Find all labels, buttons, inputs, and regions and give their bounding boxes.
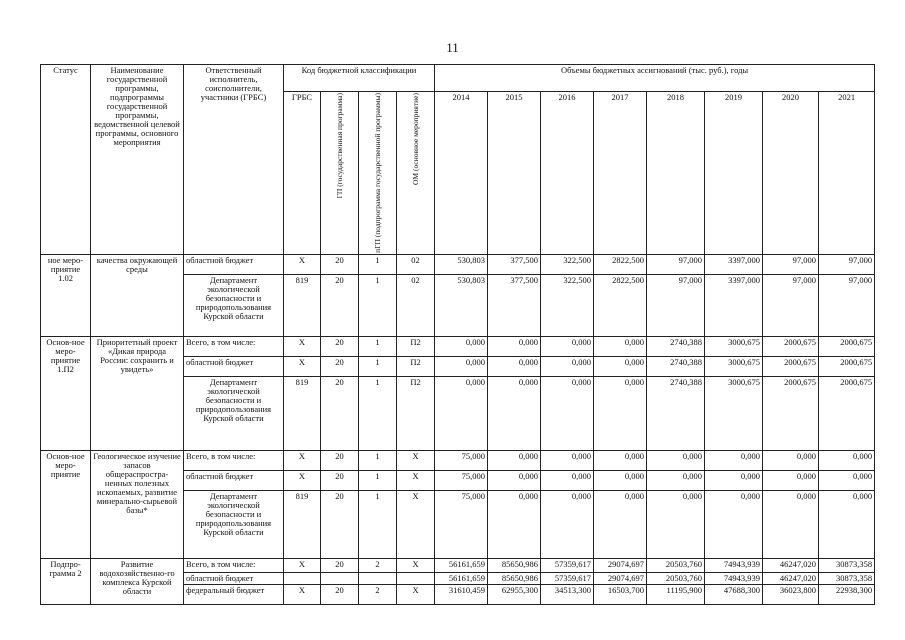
responsible-cell: областной бюджет	[184, 470, 284, 490]
value-cell: 0,000	[488, 376, 541, 450]
value-cell: 22938,300	[819, 584, 875, 604]
value-cell: 97,000	[819, 274, 875, 336]
value-cell: 3000,675	[705, 336, 763, 356]
value-cell: 75,000	[435, 490, 488, 558]
responsible-cell: Всего, в том числе:	[184, 450, 284, 470]
header-year: 2021	[819, 92, 875, 255]
header-code-pgp-label: пГП (подпрограмма государственной программы)	[372, 93, 382, 253]
value-cell: 85650,986	[488, 558, 541, 572]
code-cell: Х	[284, 336, 321, 356]
value-cell: 0,000	[435, 376, 488, 450]
code-cell: Х	[284, 470, 321, 490]
header-code-gp-label: ГП (государственная программа)	[334, 93, 344, 199]
value-cell: 36023,800	[763, 584, 819, 604]
value-cell: 0,000	[763, 490, 819, 558]
status-cell: Подпро-грамма 2	[41, 558, 91, 604]
value-cell: 0,000	[541, 356, 594, 376]
responsible-cell: областной бюджет	[184, 356, 284, 376]
code-cell: П2	[397, 336, 435, 356]
value-cell: 530,803	[435, 274, 488, 336]
value-cell: 0,000	[705, 470, 763, 490]
value-cell: 322,500	[541, 274, 594, 336]
table-body	[41, 254, 875, 604]
code-cell: 1	[359, 274, 397, 336]
header-year: 2014	[435, 92, 488, 255]
code-cell: 20	[321, 470, 359, 490]
responsible-cell: Всего, в том числе:	[184, 558, 284, 572]
value-cell: 2740,388	[647, 356, 705, 376]
code-cell: 20	[321, 254, 359, 274]
value-cell: 0,000	[819, 470, 875, 490]
value-cell: 3000,675	[705, 356, 763, 376]
code-cell: 1	[359, 490, 397, 558]
value-cell: 29074,697	[594, 572, 647, 584]
code-cell: Х	[397, 490, 435, 558]
responsible-cell: областной бюджет	[184, 254, 284, 274]
header-year: 2019	[705, 92, 763, 255]
value-cell: 0,000	[647, 450, 705, 470]
header-name: Наименование государственной программы, подпрограммы государственной программы, ведомственной целевой программы, основного мероприятия	[91, 65, 184, 255]
table-row	[41, 254, 875, 274]
code-cell: 20	[321, 356, 359, 376]
value-cell: 322,500	[541, 254, 594, 274]
value-cell: 20503,760	[647, 558, 705, 572]
value-cell: 3000,675	[705, 376, 763, 450]
value-cell: 97,000	[763, 254, 819, 274]
code-cell	[359, 572, 397, 584]
value-cell: 0,000	[541, 450, 594, 470]
value-cell: 56161,659	[435, 572, 488, 584]
code-cell: Х	[397, 450, 435, 470]
header-year: 2020	[763, 92, 819, 255]
header-volume-group: Объемы бюджетных ассигнований (тыс. руб.), годы	[435, 65, 875, 92]
value-cell: 0,000	[819, 490, 875, 558]
header-code-om	[397, 92, 435, 255]
value-cell: 2000,675	[763, 336, 819, 356]
value-cell: 97,000	[763, 274, 819, 336]
code-cell: Х	[284, 254, 321, 274]
value-cell: 3397,000	[705, 274, 763, 336]
header-year: 2017	[594, 92, 647, 255]
value-cell: 46247,020	[763, 558, 819, 572]
value-cell: 97,000	[819, 254, 875, 274]
code-cell: 1	[359, 254, 397, 274]
value-cell: 16503,700	[594, 584, 647, 604]
value-cell: 2822,500	[594, 274, 647, 336]
responsible-cell: Департамент экологической безопасности и природопользования Курской области	[184, 274, 284, 336]
value-cell: 0,000	[541, 376, 594, 450]
value-cell: 0,000	[594, 376, 647, 450]
code-cell	[284, 572, 321, 584]
value-cell: 0,000	[763, 470, 819, 490]
code-cell: 02	[397, 274, 435, 336]
name-cell: качества окружающей среды	[91, 254, 184, 336]
value-cell: 377,500	[488, 274, 541, 336]
responsible-cell: Департамент экологической безопасности и природопользования Курской области	[184, 490, 284, 558]
code-cell: Х	[284, 356, 321, 376]
code-cell: 1	[359, 450, 397, 470]
table-row	[41, 558, 875, 572]
code-cell: 02	[397, 254, 435, 274]
value-cell: 0,000	[594, 450, 647, 470]
budget-table	[40, 64, 875, 605]
value-cell: 0,000	[647, 470, 705, 490]
header-year: 2015	[488, 92, 541, 255]
header-status: Статус	[41, 65, 91, 255]
value-cell: 0,000	[647, 490, 705, 558]
value-cell: 377,500	[488, 254, 541, 274]
value-cell: 0,000	[435, 356, 488, 376]
value-cell: 3397,000	[705, 254, 763, 274]
value-cell: 20503,760	[647, 572, 705, 584]
value-cell: 85650,986	[488, 572, 541, 584]
value-cell: 0,000	[541, 470, 594, 490]
header-year: 2018	[647, 92, 705, 255]
code-cell: П2	[397, 356, 435, 376]
status-cell: ное меро-приятие 1.02	[41, 254, 91, 336]
responsible-cell: Департамент экологической безопасности и природопользования Курской области	[184, 376, 284, 450]
table-row	[41, 336, 875, 356]
header-code-pgp	[359, 92, 397, 255]
value-cell: 0,000	[594, 470, 647, 490]
name-cell: Геологическое изучение запасов общераспростра-ненных полезных ископаемых, развитие минерально-сырьевой базы*	[91, 450, 184, 558]
code-cell: 20	[321, 558, 359, 572]
responsible-cell: федеральный бюджет	[184, 584, 284, 604]
value-cell: 0,000	[488, 490, 541, 558]
code-cell: 2	[359, 558, 397, 572]
value-cell: 57359,617	[541, 572, 594, 584]
code-cell: 20	[321, 584, 359, 604]
header-responsible: Ответственный исполнитель, соисполнители, участники (ГРБС)	[184, 65, 284, 255]
value-cell: 75,000	[435, 470, 488, 490]
value-cell: 0,000	[541, 490, 594, 558]
code-cell: Х	[397, 558, 435, 572]
code-cell: Х	[397, 470, 435, 490]
value-cell: 2000,675	[819, 356, 875, 376]
value-cell: 2000,675	[819, 336, 875, 356]
value-cell: 62955,300	[488, 584, 541, 604]
value-cell: 0,000	[594, 490, 647, 558]
code-cell: 20	[321, 376, 359, 450]
code-cell: Х	[284, 584, 321, 604]
code-cell: 2	[359, 584, 397, 604]
code-cell: П2	[397, 376, 435, 450]
code-cell: 1	[359, 356, 397, 376]
value-cell: 30873,358	[819, 572, 875, 584]
status-cell: Основ-ное меро-приятие 1.П2	[41, 336, 91, 450]
responsible-cell: областной бюджет	[184, 572, 284, 584]
header-row-1	[41, 65, 875, 92]
value-cell: 34513,300	[541, 584, 594, 604]
name-cell: Приоритетный проект «Дикая природа России: сохранить и увидеть»	[91, 336, 184, 450]
value-cell: 0,000	[435, 336, 488, 356]
code-cell	[397, 572, 435, 584]
name-cell: Развитие водохозяйственно-го комплекса Курской области	[91, 558, 184, 604]
value-cell: 74943,939	[705, 558, 763, 572]
code-cell: 819	[284, 376, 321, 450]
value-cell: 0,000	[594, 356, 647, 376]
code-cell	[321, 572, 359, 584]
header-code-group: Код бюджетной классификации	[284, 65, 435, 92]
value-cell: 31610,459	[435, 584, 488, 604]
code-cell: 20	[321, 490, 359, 558]
value-cell: 2000,675	[763, 356, 819, 376]
code-cell: 1	[359, 470, 397, 490]
code-cell: 1	[359, 336, 397, 356]
value-cell: 0,000	[488, 450, 541, 470]
code-cell: 20	[321, 274, 359, 336]
code-cell: 819	[284, 490, 321, 558]
value-cell: 2740,388	[647, 336, 705, 356]
code-cell: Х	[397, 584, 435, 604]
page-number: 11	[446, 40, 459, 55]
value-cell: 0,000	[705, 490, 763, 558]
code-cell: 819	[284, 274, 321, 336]
header-code-om-label: ОМ (основное мероприятие)	[410, 93, 420, 186]
value-cell: 0,000	[488, 356, 541, 376]
value-cell: 0,000	[541, 336, 594, 356]
header-code-gp	[321, 92, 359, 255]
value-cell: 11195,900	[647, 584, 705, 604]
header-year: 2016	[541, 92, 594, 255]
value-cell: 0,000	[763, 450, 819, 470]
value-cell: 0,000	[705, 450, 763, 470]
value-cell: 2822,500	[594, 254, 647, 274]
responsible-cell: Всего, в том числе:	[184, 336, 284, 356]
code-cell: 20	[321, 336, 359, 356]
value-cell: 97,000	[647, 254, 705, 274]
value-cell: 30873,358	[819, 558, 875, 572]
value-cell: 530,803	[435, 254, 488, 274]
value-cell: 0,000	[594, 336, 647, 356]
value-cell: 0,000	[488, 336, 541, 356]
value-cell: 47688,300	[705, 584, 763, 604]
value-cell: 75,000	[435, 450, 488, 470]
value-cell: 2000,675	[819, 376, 875, 450]
value-cell: 29074,697	[594, 558, 647, 572]
value-cell: 46247,020	[763, 572, 819, 584]
value-cell: 74943,939	[705, 572, 763, 584]
value-cell: 0,000	[488, 470, 541, 490]
value-cell: 97,000	[647, 274, 705, 336]
code-cell: Х	[284, 450, 321, 470]
value-cell: 57359,617	[541, 558, 594, 572]
code-cell: Х	[284, 558, 321, 572]
code-cell: 1	[359, 376, 397, 450]
code-cell: 20	[321, 450, 359, 470]
table-row	[41, 450, 875, 470]
value-cell: 56161,659	[435, 558, 488, 572]
header-code-grbs: ГРБС	[284, 92, 321, 255]
value-cell: 2740,388	[647, 376, 705, 450]
value-cell: 2000,675	[763, 376, 819, 450]
status-cell: Основ-ное меро-приятие	[41, 450, 91, 558]
value-cell: 0,000	[819, 450, 875, 470]
